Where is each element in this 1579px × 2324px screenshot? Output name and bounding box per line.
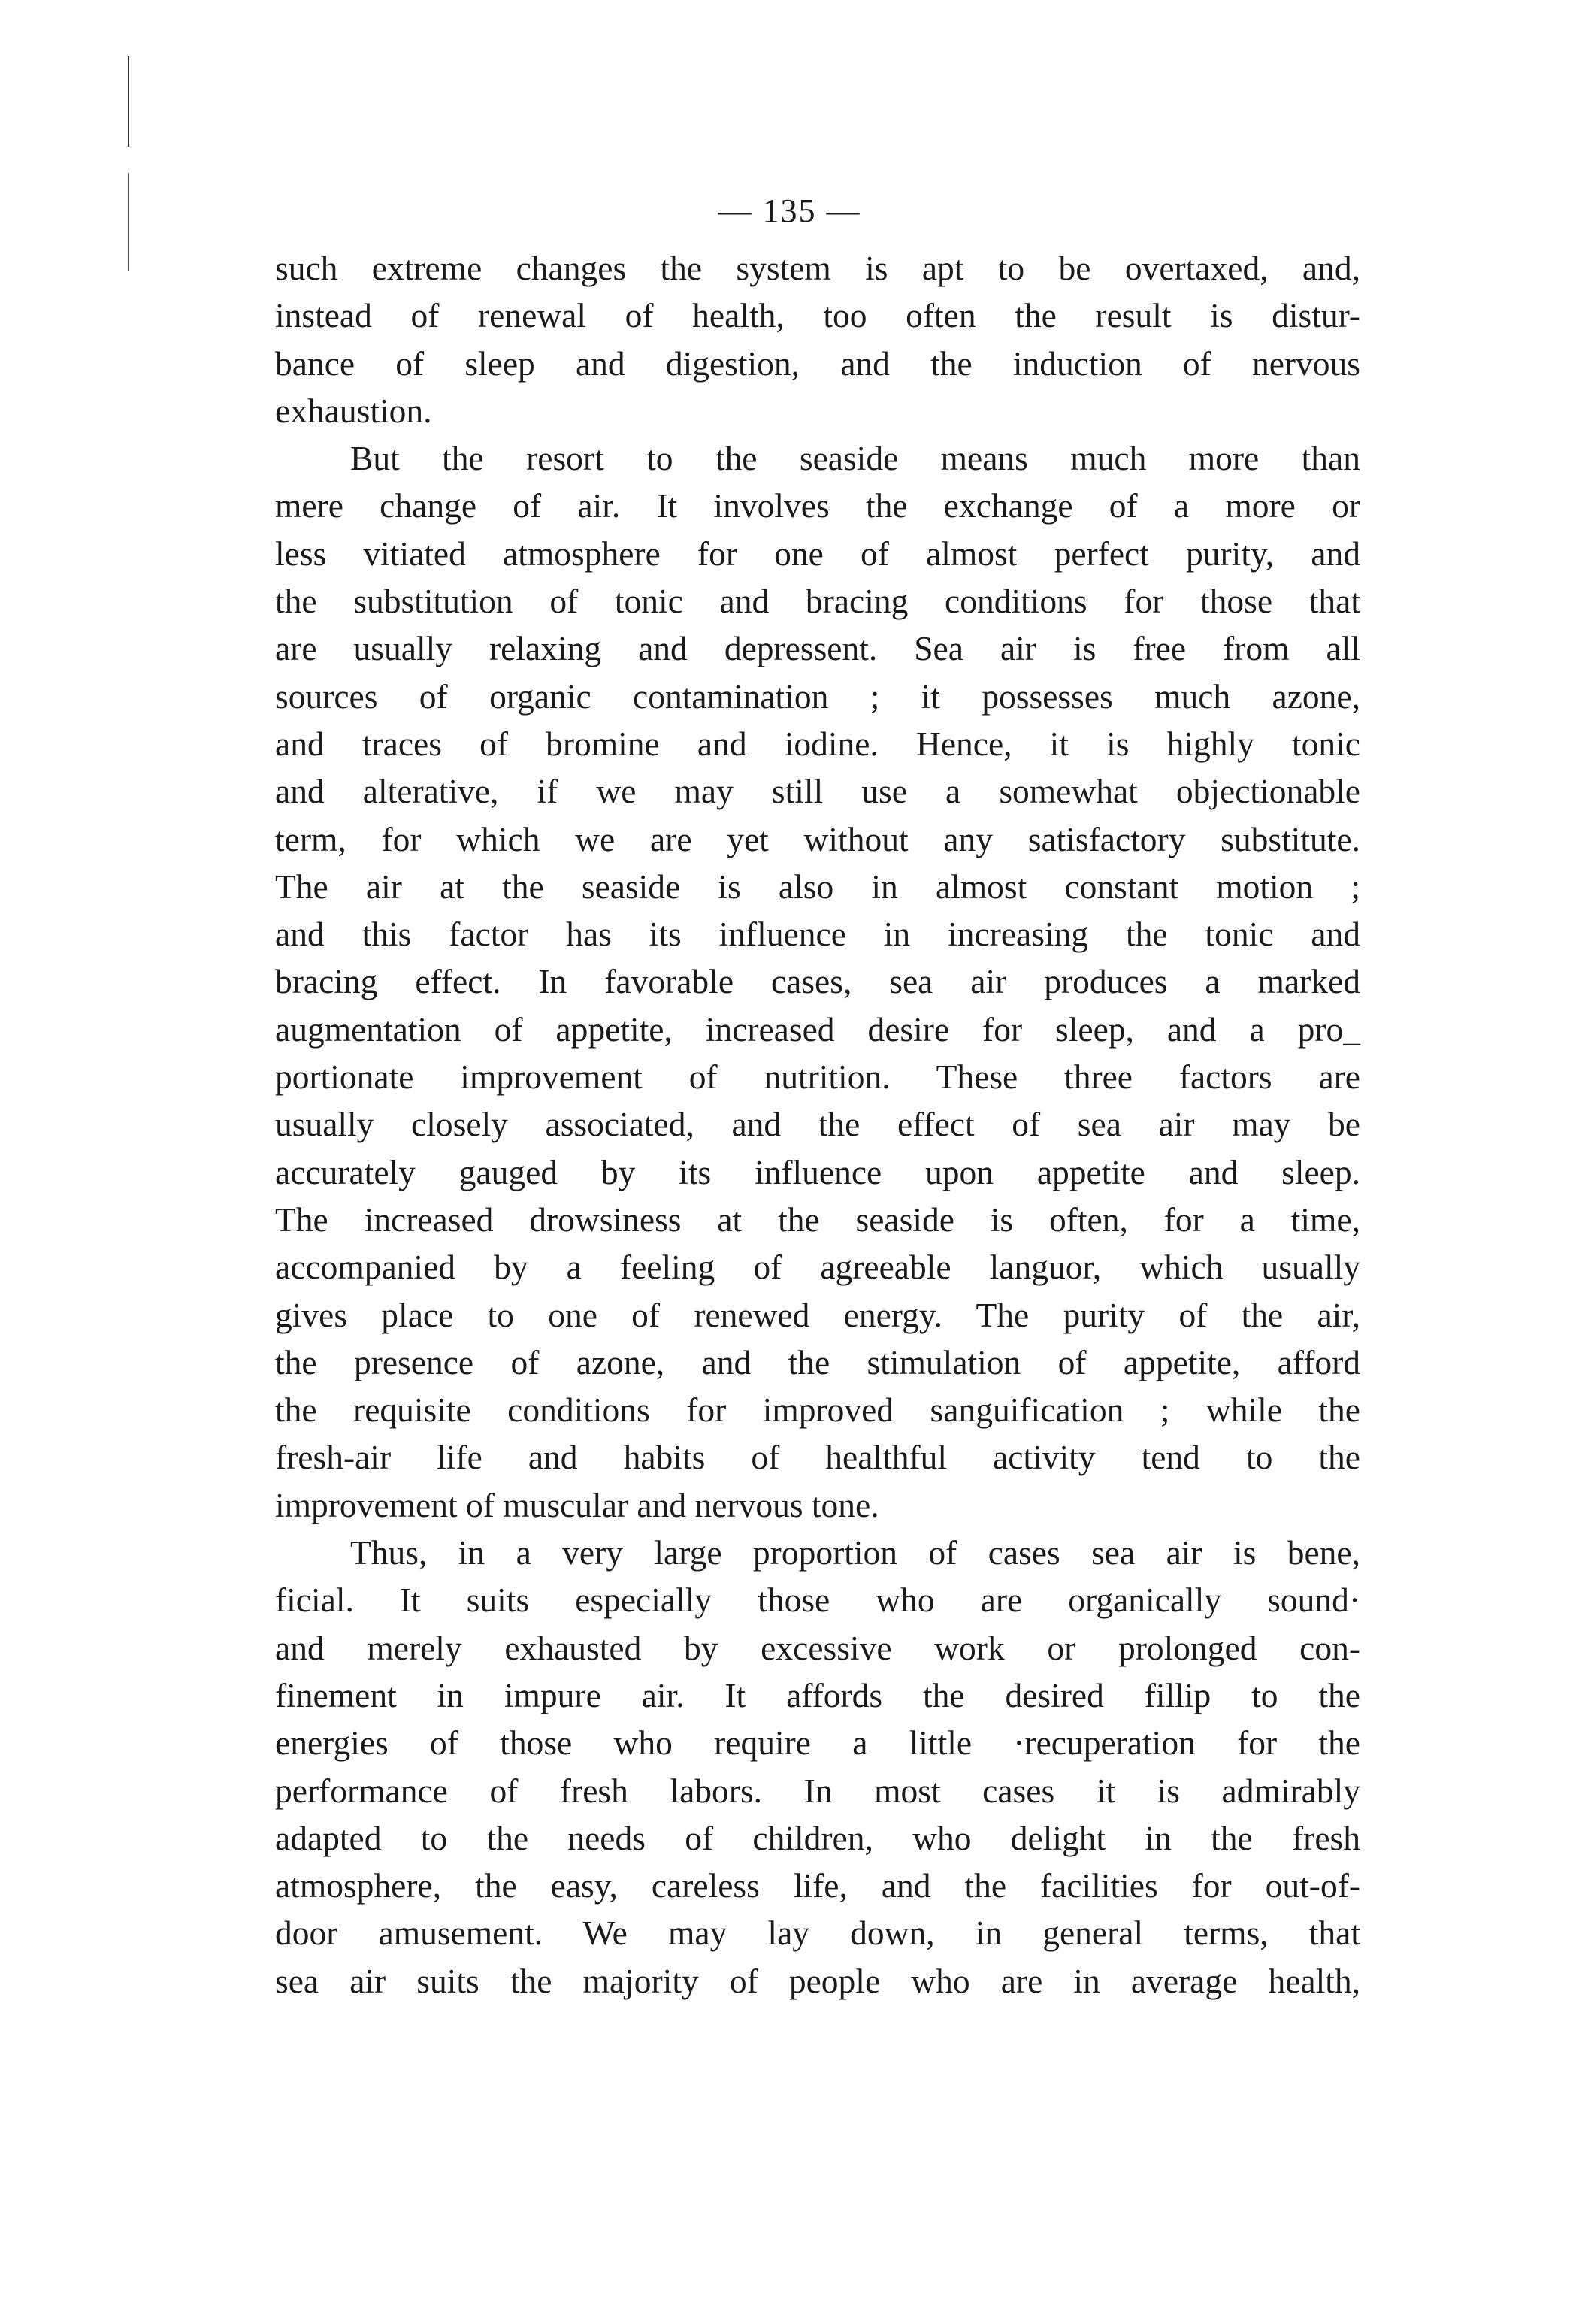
text-line: exhaustion. [275,391,432,430]
text-line: term, for which we are yet without any satisfactory substitute. [275,819,1360,858]
text-line: accompanied by a feeling of agreeable languor, which usually [275,1248,1360,1287]
text-line: performance of fresh labors. In most cases it is admirably [275,1771,1360,1810]
text-line: Thus, in a very large proportion of cases sea air is bene, [350,1533,1360,1572]
paragraph [275,434,1360,1529]
text-line: and this factor has its influence in increasing the tonic and [275,915,1360,954]
text-line: instead of renewal of health, too often the result is distur- [275,296,1360,335]
text-line: are usually relaxing and depressent. Sea air is free from all [275,629,1360,668]
text-line: atmosphere, the easy, careless life, and the facilities for out-of- [275,1866,1360,1905]
text-line: and alterative, if we may still use a somewhat objectionable [275,772,1360,811]
text-line: sources of organic contamination ; it possesses much azone, [275,676,1360,716]
text-line: ficial. It suits especially those who are organically sound· [275,1581,1360,1620]
text-line: portionate improvement of nutrition. These three factors are [275,1058,1360,1097]
text-line: mere change of air. It involves the exchange of a more or [275,486,1360,525]
text-line: the requisite conditions for improved sanguification ; while the [275,1390,1360,1430]
text-line: augmentation of appetite, increased desire for sleep, and a pro_ [275,1009,1360,1049]
text-line: and traces of bromine and iodine. Hence, it is highly tonic [275,724,1360,763]
text-line: adapted to the needs of children, who delight in the fresh [275,1818,1360,1857]
text-line: sea air suits the majority of people who are in average health, [275,1961,1360,2000]
text-line: such extreme changes the system is apt to be overtaxed, and, [275,249,1360,287]
text-line: less vitiated atmosphere for one of almost perfect purity, and [275,534,1360,573]
page-number: — 135 — [718,192,861,229]
text-line: The air at the seaside is also in almost constant motion ; [275,867,1360,906]
text-line: usually closely associated, and the effect of sea air may be [275,1105,1360,1144]
text-line: bance of sleep and digestion, and the induction of nervous [275,343,1360,383]
text-line: finement in impure air. It affords the desired fillip to the [275,1675,1360,1714]
text-line: But the resort to the seaside means much more than [350,439,1360,478]
paragraph [275,1529,1360,2005]
body-text [275,244,1360,2005]
text-line: improvement of muscular and nervous tone. [275,1485,879,1524]
text-line: The increased drowsiness at the seaside is often, for a time, [275,1200,1360,1239]
text-line: the presence of azone, and the stimulation of appetite, afford [275,1342,1360,1381]
text-line: and merely exhausted by excessive work or prolonged con- [275,1628,1360,1667]
text-line: door amusement. We may lay down, in general terms, that [275,1914,1360,1953]
text-line: gives place to one of renewed energy. The purity of the air, [275,1295,1360,1334]
text-line: accurately gauged by its influence upon appetite and sleep. [275,1152,1360,1191]
text-line: bracing effect. In favorable cases, sea air produces a marked [275,962,1360,1001]
text-line: energies of those who require a little ·recuperation for the [275,1723,1360,1763]
paragraph [275,244,1360,434]
text-line: fresh-air life and habits of healthful activity tend to the [275,1438,1360,1477]
scan-margin-mark [128,56,129,147]
text-line: the substitution of tonic and bracing conditions for those that [275,582,1360,621]
